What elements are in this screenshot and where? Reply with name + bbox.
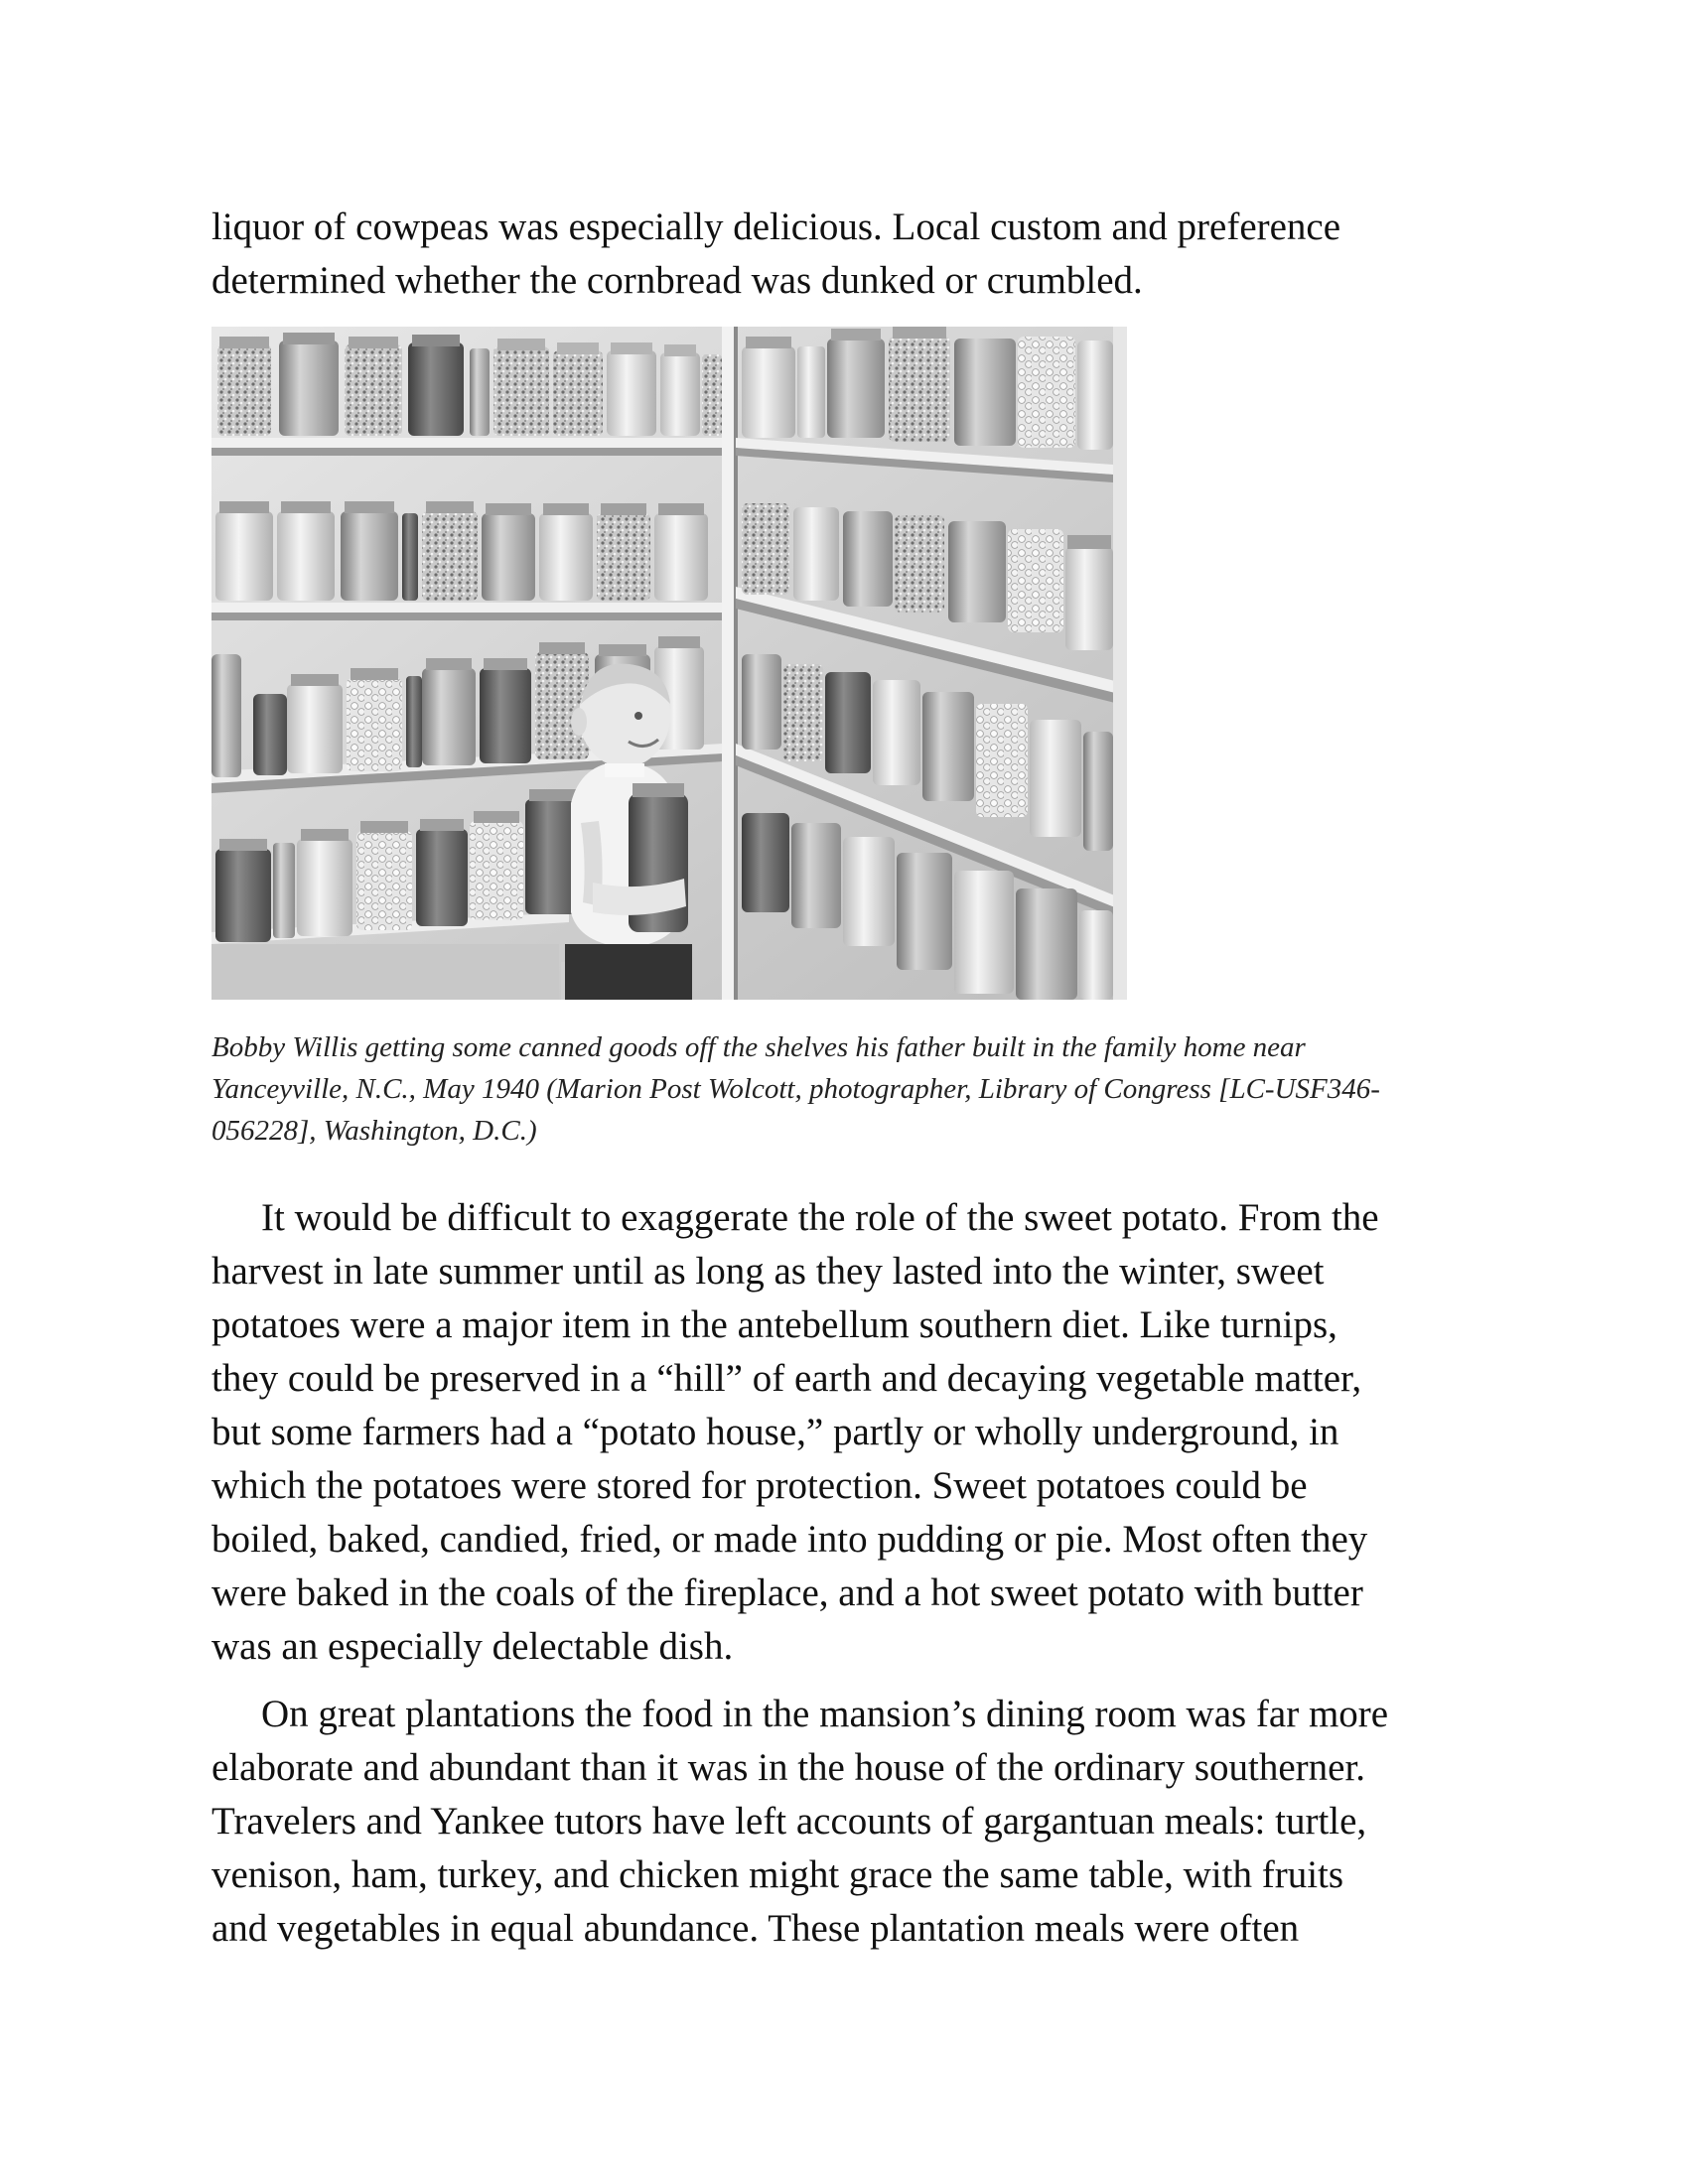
paragraph-sweet-potato bbox=[211, 1191, 1492, 1674]
text-line: which the potatoes were stored for protection. Sweet potatoes could be bbox=[211, 1464, 1308, 1507]
text-line: determined whether the cornbread was dunked or crumbled. bbox=[211, 259, 1143, 302]
text-line: It would be difficult to exaggerate the role of the sweet potato. From the bbox=[261, 1196, 1379, 1239]
caption-line: Bobby Willis getting some canned goods off the shelves his father built in the family home near bbox=[211, 1031, 1306, 1063]
text-line: On great plantations the food in the mansion’s dining room was far more bbox=[261, 1693, 1389, 1735]
text-line: Travelers and Yankee tutors have left accounts of gargantuan meals: turtle, bbox=[211, 1800, 1367, 1843]
text-line: potatoes were a major item in the antebellum southern diet. Like turnips, bbox=[211, 1303, 1337, 1346]
text-line: was an especially delectable dish. bbox=[211, 1625, 734, 1668]
caption-line: Yanceyville, N.C., May 1940 (Marion Post Wolcott, photographer, Library of Congress [LC-USF346- bbox=[211, 1073, 1380, 1105]
text-line: harvest in late summer until as long as they lasted into the winter, sweet bbox=[211, 1250, 1325, 1293]
text-line: they could be preserved in a “hill” of earth and decaying vegetable matter, bbox=[211, 1357, 1362, 1400]
text-line: venison, ham, turkey, and chicken might grace the same table, with fruits bbox=[211, 1853, 1344, 1896]
text-line: and vegetables in equal abundance. These plantation meals were often bbox=[211, 1907, 1300, 1950]
text-line: boiled, baked, candied, fried, or made into pudding or pie. Most often they bbox=[211, 1518, 1368, 1561]
figure-caption bbox=[211, 1026, 1492, 1152]
text-line: elaborate and abundant than it was in the house of the ordinary southerner. bbox=[211, 1746, 1366, 1789]
paragraph-cornbread bbox=[211, 201, 1492, 308]
text-line: liquor of cowpeas was especially delicious. Local custom and preference bbox=[211, 205, 1341, 248]
text-line: but some farmers had a “potato house,” partly or wholly underground, in bbox=[211, 1411, 1339, 1453]
text-line: were baked in the coals of the fireplace, and a hot sweet potato with butter bbox=[211, 1571, 1363, 1614]
pantry-photograph bbox=[211, 327, 1127, 1000]
caption-line: 056228], Washington, D.C.) bbox=[211, 1115, 537, 1147]
paragraph-plantation bbox=[211, 1688, 1492, 1956]
